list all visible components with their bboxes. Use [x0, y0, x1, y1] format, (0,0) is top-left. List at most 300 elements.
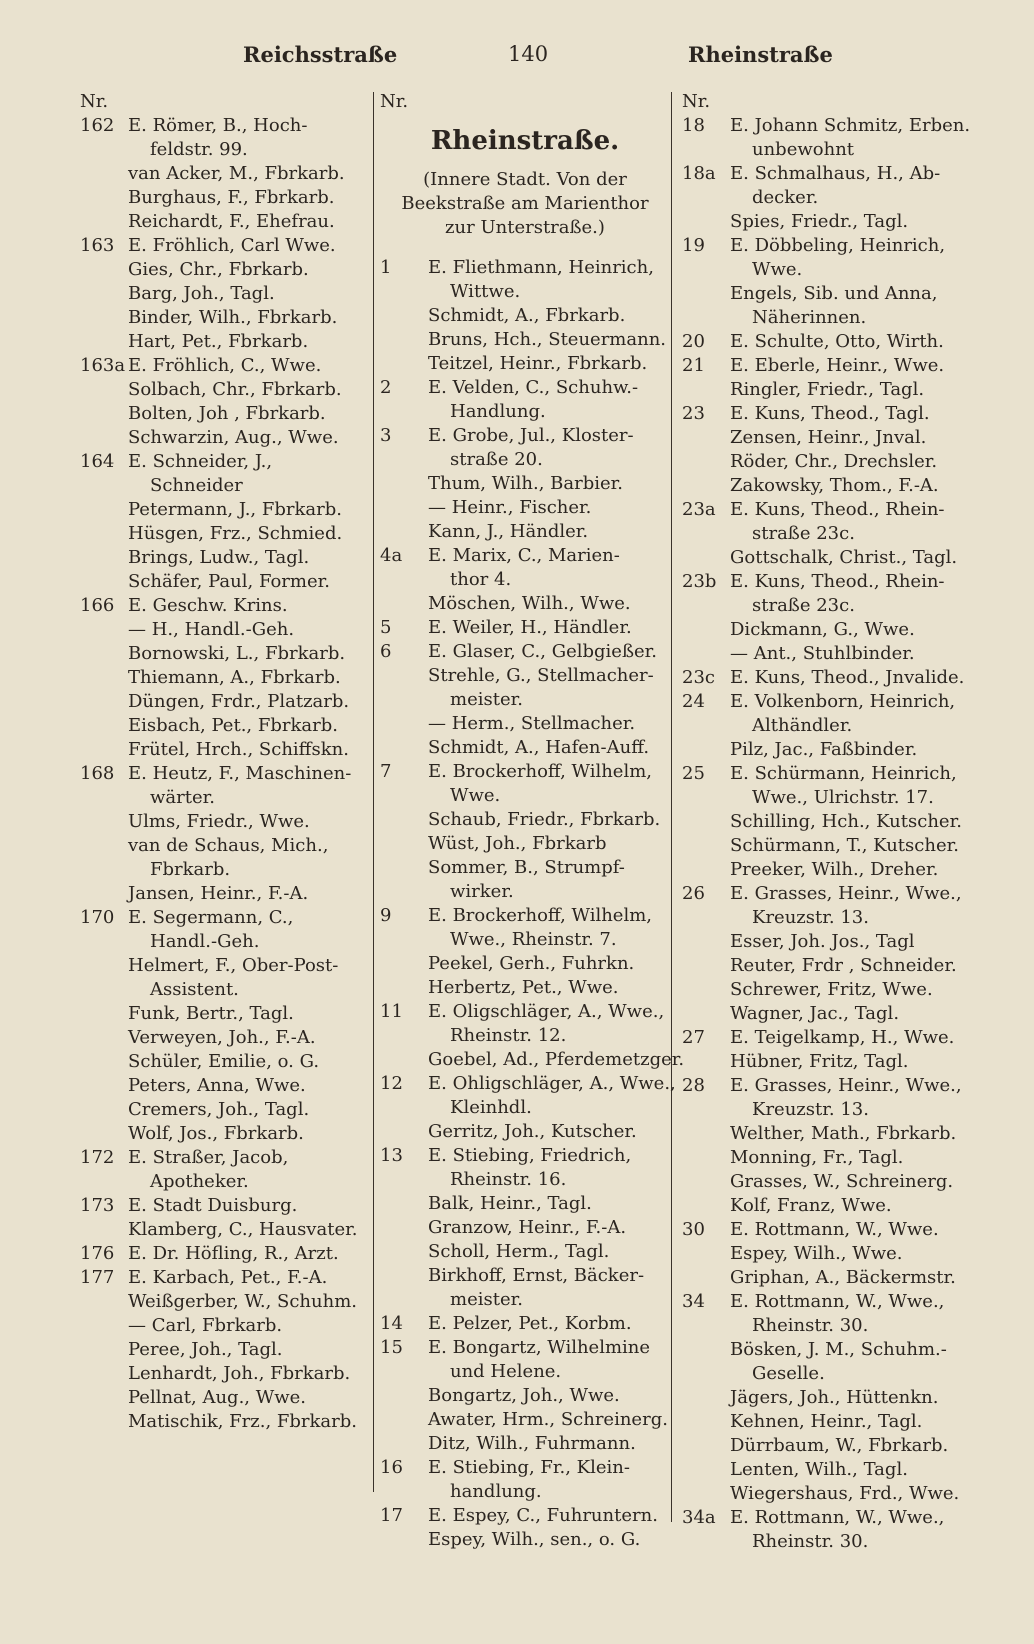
directory-entry-line	[80, 786, 370, 810]
house-number: 164	[80, 451, 115, 472]
resident-entry: Schrewer, Fritz, Wwe.	[730, 979, 933, 1000]
directory-entry-line	[80, 474, 370, 498]
directory-entry-line	[380, 1408, 670, 1432]
resident-entry: Bösken, J. M., Schuhm.-	[730, 1339, 947, 1360]
directory-entry-line	[682, 666, 1012, 690]
resident-entry: Bornowski, L., Fbrkarb.	[128, 643, 346, 664]
directory-entry-line	[682, 1266, 1012, 1290]
street-heading: Rheinstraße.	[430, 126, 620, 156]
directory-entry-line	[682, 1098, 1012, 1122]
resident-entry: E. Grasses, Heinr., Wwe.,	[730, 883, 962, 904]
resident-entry: E. Rottmann, W., Wwe.,	[730, 1507, 945, 1528]
directory-entry-line	[80, 210, 370, 234]
directory-entry-line	[380, 1288, 670, 1312]
directory-entry-line	[682, 594, 1012, 618]
directory-entry-line	[380, 1312, 670, 1336]
resident-entry: Lenten, Wilh., Tagl.	[730, 1459, 908, 1480]
resident-entry: — Ant., Stuhlbinder.	[730, 643, 915, 664]
entry-continuation: wirker.	[450, 881, 514, 902]
running-head-right: Rheinstraße	[688, 42, 833, 67]
resident-entry: Schmidt, A., Hafen-Auff.	[428, 737, 650, 758]
resident-entry: Frütel, Hrch., Schiffskn.	[128, 739, 349, 760]
house-number: 12	[380, 1073, 403, 1094]
directory-entry-line	[682, 546, 1012, 570]
directory-entry-line	[80, 1026, 370, 1050]
directory-entry-line	[80, 570, 370, 594]
entry-continuation: meister.	[450, 1289, 523, 1310]
resident-entry: E. Weiler, H., Händler.	[428, 617, 632, 638]
resident-entry: Bolten, Joh , Fbrkarb.	[128, 403, 326, 424]
resident-entry: Bruns, Hch., Steuermann.	[428, 329, 667, 350]
resident-entry: Jansen, Heinr., F.-A.	[128, 883, 309, 904]
directory-entry-line	[380, 832, 670, 856]
directory-entry-line	[682, 378, 1012, 402]
resident-entry: Ulms, Friedr., Wwe.	[128, 811, 310, 832]
directory-entry-line	[80, 978, 370, 1002]
entry-continuation: unbewohnt	[752, 139, 855, 160]
house-number: 172	[80, 1147, 115, 1168]
directory-entry-line	[80, 1194, 370, 1218]
directory-entry-line	[682, 354, 1012, 378]
resident-entry: E. Johann Schmitz, Erben.	[730, 115, 971, 136]
directory-entry-line	[380, 544, 670, 568]
house-number: 17	[380, 1505, 403, 1526]
resident-entry: Wüst, Joh., Fbrkarb	[428, 833, 607, 854]
directory-entry-line	[80, 498, 370, 522]
directory-entry-line	[682, 930, 1012, 954]
resident-entry: Röder, Chr., Drechsler.	[730, 451, 938, 472]
house-number: 5	[380, 617, 392, 638]
directory-entry-line	[682, 978, 1012, 1002]
directory-entry-line	[380, 280, 670, 304]
resident-entry: E. Fröhlich, Carl Wwe.	[128, 235, 336, 256]
house-number: 11	[380, 1001, 403, 1022]
resident-entry: Teitzel, Heinr., Fbrkarb.	[428, 353, 648, 374]
directory-entry-line	[682, 282, 1012, 306]
directory-entry-line	[682, 1506, 1012, 1530]
column-right	[682, 90, 1012, 1554]
directory-entry-line	[80, 1338, 370, 1362]
resident-entry: E. Segermann, C.,	[128, 907, 294, 928]
house-number: 19	[682, 235, 705, 256]
resident-entry: Gottschalk, Christ., Tagl.	[730, 547, 958, 568]
resident-entry: — Heinr., Fischer.	[428, 497, 592, 518]
directory-entry-line	[80, 1050, 370, 1074]
resident-entry: van Acker, M., Fbrkarb.	[128, 163, 345, 184]
resident-entry: E. Teigelkamp, H., Wwe.	[730, 1027, 955, 1048]
resident-entry: Dickmann, G., Wwe.	[730, 619, 915, 640]
resident-entry: Hübner, Fritz, Tagl.	[730, 1051, 909, 1072]
directory-entry-line	[682, 882, 1012, 906]
directory-entry-line	[682, 1218, 1012, 1242]
entry-continuation: Geselle.	[752, 1363, 825, 1384]
entry-continuation: Näherinnen.	[752, 307, 867, 328]
resident-entry: Möschen, Wilh., Wwe.	[428, 593, 631, 614]
directory-entry-line	[380, 1360, 670, 1384]
directory-entry-line	[380, 1216, 670, 1240]
directory-entry-line	[682, 114, 1012, 138]
house-number: 21	[682, 355, 705, 376]
directory-entry-line	[380, 688, 670, 712]
house-number: 14	[380, 1313, 403, 1334]
directory-entry-line	[682, 1386, 1012, 1410]
directory-entry-line	[682, 786, 1012, 810]
resident-entry: Engels, Sib. und Anna,	[730, 283, 938, 304]
directory-entry-line	[380, 424, 670, 448]
directory-entry-line	[380, 904, 670, 928]
resident-entry: E. Pelzer, Pet., Korbm.	[428, 1313, 632, 1334]
resident-entry: Klamberg, C., Hausvater.	[128, 1219, 358, 1240]
resident-entry: E. Marix, C., Marien-	[428, 545, 620, 566]
resident-entry: E. Oligschläger, A., Wwe.,	[428, 1001, 665, 1022]
directory-entry-line	[80, 522, 370, 546]
directory-entry-line	[682, 810, 1012, 834]
resident-entry: Brings, Ludw., Tagl.	[128, 547, 310, 568]
house-number: 23a	[682, 499, 716, 520]
directory-entry-line	[380, 976, 670, 1000]
directory-entry-line	[682, 762, 1012, 786]
resident-entry: Schaub, Friedr., Fbrkarb.	[428, 809, 661, 830]
directory-entry-line	[80, 162, 370, 186]
entry-continuation: Rheinstr. 16.	[450, 1169, 567, 1190]
resident-entry: Welther, Math., Fbrkarb.	[730, 1123, 957, 1144]
entry-continuation: Wwe., Ulrichstr. 17.	[752, 787, 934, 808]
house-number: 18	[682, 115, 705, 136]
resident-entry: Thiemann, A., Fbrkarb.	[128, 667, 341, 688]
resident-entry: Granzow, Heinr., F.-A.	[428, 1217, 627, 1238]
resident-entry: E. Kuns, Theod., Rhein-	[730, 499, 945, 520]
resident-entry: — Herm., Stellmacher.	[428, 713, 636, 734]
resident-entry: — H., Handl.-Geh.	[128, 619, 295, 640]
house-number: 27	[682, 1027, 705, 1048]
resident-entry: E. Schürmann, Heinrich,	[730, 763, 957, 784]
directory-entry-line	[682, 258, 1012, 282]
house-number: 26	[682, 883, 705, 904]
house-number: 30	[682, 1219, 705, 1240]
directory-entry-line	[80, 930, 370, 954]
resident-entry: Schürmann, T., Kutscher.	[730, 835, 959, 856]
directory-entry-line	[80, 306, 370, 330]
resident-entry: Binder, Wilh., Fbrkarb.	[128, 307, 338, 328]
resident-entry: Gies, Chr., Fbrkarb.	[128, 259, 309, 280]
house-number: 9	[380, 905, 392, 926]
resident-entry: E. Straßer, Jacob,	[128, 1147, 289, 1168]
entry-continuation: Rheinstr. 30.	[752, 1315, 869, 1336]
street-description: (Innere Stadt. Von der Beekstraße am Marienthor zur Unterstraße.)	[401, 169, 649, 238]
resident-entry: E. Volkenborn, Heinrich,	[730, 691, 956, 712]
resident-entry: E. Karbach, Pet., F.-A.	[128, 1267, 328, 1288]
resident-entry: Zakowsky, Thom., F.-A.	[730, 475, 939, 496]
resident-entry: E. Eberle, Heinr., Wwe.	[730, 355, 945, 376]
directory-entry-line	[682, 1410, 1012, 1434]
house-number: 23c	[682, 667, 715, 688]
resident-entry: E. Fröhlich, C., Wwe.	[128, 355, 322, 376]
directory-entry-line	[80, 426, 370, 450]
resident-entry: Schmidt, A., Fbrkarb.	[428, 305, 626, 326]
resident-entry: Schäfer, Paul, Former.	[128, 571, 330, 592]
resident-entry: Petermann, J., Fbrkarb.	[128, 499, 342, 520]
resident-entry: Ditz, Wilh., Fuhrmann.	[428, 1433, 636, 1454]
resident-entry: Schilling, Hch., Kutscher.	[730, 811, 962, 832]
directory-entry-line	[682, 1242, 1012, 1266]
directory-entry-line	[682, 1074, 1012, 1098]
house-number: 2	[380, 377, 392, 398]
entry-continuation: decker.	[752, 187, 819, 208]
entry-continuation: Handlung.	[450, 401, 546, 422]
directory-entry-line	[682, 138, 1012, 162]
directory-entry-line	[80, 138, 370, 162]
entry-continuation: Kleinhdl.	[450, 1097, 532, 1118]
resident-entry: E. Schmalhaus, H., Ab-	[730, 163, 941, 184]
entry-continuation: Kreuzstr. 13.	[752, 907, 869, 928]
resident-entry: E. Kuns, Theod., Tagl.	[730, 403, 930, 424]
directory-entry-line	[380, 808, 670, 832]
directory-entry-line	[380, 736, 670, 760]
entry-continuation: Apotheker.	[150, 1171, 249, 1192]
directory-entry-line	[380, 1072, 676, 1096]
entry-continuation: thor 4.	[450, 569, 512, 590]
resident-entry: E. Heutz, F., Maschinen-	[128, 763, 352, 784]
directory-entry-line	[682, 1290, 1012, 1314]
directory-entry-line	[80, 1122, 370, 1146]
directory-entry-line	[682, 618, 1012, 642]
resident-entry: Weißgerber, W., Schuhm.	[128, 1291, 357, 1312]
directory-entry-line	[80, 234, 370, 258]
resident-entry: E. Grasses, Heinr., Wwe.,	[730, 1075, 962, 1096]
directory-entry-line	[682, 858, 1012, 882]
entry-continuation: straße 23c.	[752, 595, 855, 616]
directory-entry-line	[80, 354, 370, 378]
house-number: 24	[682, 691, 705, 712]
resident-entry: E. Dr. Höfling, R., Arzt.	[128, 1243, 339, 1264]
directory-entry-line	[380, 472, 670, 496]
directory-entry-line	[80, 690, 370, 714]
resident-entry: Balk, Heinr., Tagl.	[428, 1193, 592, 1214]
house-number: 163a	[80, 355, 126, 376]
entry-continuation: feldstr. 99.	[150, 139, 248, 160]
directory-entry-line	[80, 834, 370, 858]
directory-entry-line	[682, 1050, 1012, 1074]
entry-continuation: Rheinstr. 12.	[450, 1025, 567, 1046]
resident-entry: Pellnat, Aug., Wwe.	[128, 1387, 307, 1408]
resident-entry: Helmert, F., Ober-Post-	[128, 955, 339, 976]
directory-entry-line	[380, 1432, 670, 1456]
resident-entry: E. Stiebing, Fr., Klein-	[428, 1457, 630, 1478]
resident-entry: E. Grobe, Jul., Kloster-	[428, 425, 634, 446]
column-divider	[671, 92, 672, 1522]
resident-entry: E. Stiebing, Friedrich,	[428, 1145, 632, 1166]
resident-entry: E. Glaser, C., Gelbgießer.	[428, 641, 657, 662]
entry-continuation: Schneider	[150, 475, 243, 496]
directory-entry-line	[80, 1170, 370, 1194]
resident-entry: Herbertz, Pet., Wwe.	[428, 977, 619, 998]
directory-entry-line	[380, 448, 670, 472]
directory-entry-line	[80, 1386, 370, 1410]
directory-entry-line	[380, 592, 670, 616]
directory-entry-line	[380, 640, 670, 664]
directory-entry-line	[380, 1000, 670, 1024]
entry-continuation: Wittwe.	[450, 281, 521, 302]
resident-entry: Pilz, Jac., Faßbinder.	[730, 739, 918, 760]
directory-entry-line	[682, 162, 1012, 186]
resident-entry: van de Schaus, Mich.,	[128, 835, 329, 856]
directory-entry-line	[682, 1458, 1012, 1482]
house-number: 15	[380, 1337, 403, 1358]
resident-entry: Grasses, W., Schreinerg.	[730, 1171, 954, 1192]
directory-entry-line	[682, 570, 1012, 594]
entry-continuation: Fbrkarb.	[150, 859, 231, 880]
column-left	[80, 90, 370, 1434]
house-number: 1	[380, 257, 392, 278]
house-number: 170	[80, 907, 115, 928]
resident-entry: Thum, Wilh., Barbier.	[428, 473, 624, 494]
resident-entry: Kehnen, Heinr., Tagl.	[730, 1411, 923, 1432]
directory-entry-line	[380, 1504, 670, 1528]
house-number: 6	[380, 641, 392, 662]
directory-entry-line	[682, 330, 1012, 354]
directory-entry-line	[80, 642, 370, 666]
directory-entry-line	[682, 450, 1012, 474]
directory-entry-line	[80, 858, 370, 882]
house-number: 13	[380, 1145, 403, 1166]
entry-continuation: Wwe.	[752, 259, 803, 280]
directory-entry-line	[682, 498, 1012, 522]
nr-label: Nr.	[80, 91, 109, 112]
resident-entry: E. Espey, C., Fuhruntern.	[428, 1505, 658, 1526]
directory-entry-line	[682, 1530, 1012, 1554]
directory-entry-line	[80, 402, 370, 426]
directory-entry-line	[682, 906, 1012, 930]
directory-entry-line	[80, 258, 370, 282]
directory-entry-line	[380, 880, 670, 904]
directory-entry-line	[682, 690, 1012, 714]
directory-entry-line	[682, 402, 1012, 426]
directory-entry-line	[80, 810, 370, 834]
directory-entry-line	[682, 1122, 1012, 1146]
directory-entry-line	[80, 738, 370, 762]
resident-entry: E. Bongartz, Wilhelmine	[428, 1337, 651, 1358]
directory-entry-line	[80, 114, 370, 138]
directory-entry-line	[682, 834, 1012, 858]
directory-entry-line	[80, 1146, 370, 1170]
column-divider	[373, 92, 374, 1492]
resident-entry: Verweyen, Joh., F.-A.	[128, 1027, 316, 1048]
entry-continuation: straße 20.	[450, 449, 543, 470]
directory-entry-line	[682, 186, 1012, 210]
resident-entry: Sommer, B., Strumpf-	[428, 857, 625, 878]
directory-entry-line	[380, 568, 670, 592]
resident-entry: E. Ohligschläger, A., Wwe.,	[428, 1073, 676, 1094]
resident-entry: Kolf, Franz, Wwe.	[730, 1195, 892, 1216]
resident-entry: Burghaus, F., Fbrkarb.	[128, 187, 335, 208]
entry-continuation: straße 23c.	[752, 523, 855, 544]
directory-entry-line	[682, 1002, 1012, 1026]
directory-entry-line	[380, 1528, 670, 1552]
directory-entry-line	[380, 616, 670, 640]
directory-entry-line	[682, 714, 1012, 738]
resident-entry: Hart, Pet., Fbrkarb.	[128, 331, 309, 352]
resident-entry: Gerritz, Joh., Kutscher.	[428, 1121, 637, 1142]
directory-entry-line	[380, 1336, 670, 1360]
directory-entry-line	[80, 954, 370, 978]
resident-entry: Eisbach, Pet., Fbrkarb.	[128, 715, 338, 736]
resident-entry: Spies, Friedr., Tagl.	[730, 211, 909, 232]
resident-entry: Schwarzin, Aug., Wwe.	[128, 427, 339, 448]
resident-entry: E. Schulte, Otto, Wirth.	[730, 331, 944, 352]
house-number: 20	[682, 331, 705, 352]
resident-entry: Kann, J., Händler.	[428, 521, 589, 542]
directory-entry-line	[380, 256, 670, 280]
resident-entry: Düngen, Frdr., Platzarb.	[128, 691, 350, 712]
directory-entry-line	[682, 1026, 1012, 1050]
directory-entry-line	[80, 450, 370, 474]
entry-continuation: Kreuzstr. 13.	[752, 1099, 869, 1120]
entry-continuation: Wwe., Rheinstr. 7.	[450, 929, 617, 950]
directory-entry-line	[682, 1482, 1012, 1506]
directory-entry-line	[682, 1194, 1012, 1218]
resident-entry: E. Brockerhoff, Wilhelm,	[428, 905, 653, 926]
directory-entry-line	[80, 1362, 370, 1386]
resident-entry: Hüsgen, Frz., Schmied.	[128, 523, 343, 544]
directory-entry-line	[682, 1434, 1012, 1458]
resident-entry: Reichardt, F., Ehefrau.	[128, 211, 335, 232]
directory-entry-line	[682, 1170, 1012, 1194]
resident-entry: Espey, Wilh., sen., o. G.	[428, 1529, 641, 1550]
resident-entry: Monning, Fr., Tagl.	[730, 1147, 904, 1168]
directory-entry-line	[380, 1168, 670, 1192]
nr-label: Nr.	[682, 91, 711, 112]
directory-entry-line	[80, 546, 370, 570]
directory-entry-line	[682, 522, 1012, 546]
house-number: 173	[80, 1195, 115, 1216]
resident-entry: Peters, Anna, Wwe.	[128, 1075, 306, 1096]
directory-entry-line	[380, 760, 670, 784]
directory-entry-line	[682, 426, 1012, 450]
nr-label: Nr.	[380, 91, 409, 112]
directory-entry-line	[380, 1456, 670, 1480]
directory-entry-line	[80, 186, 370, 210]
resident-entry: Awater, Hrm., Schreinerg.	[428, 1409, 668, 1430]
directory-entry-line	[380, 928, 670, 952]
resident-entry: Goebel, Ad., Pferdemetzger.	[428, 1049, 685, 1070]
resident-entry: E. Velden, C., Schuhw.-	[428, 377, 639, 398]
directory-entry-line	[380, 1120, 670, 1144]
column-middle	[380, 90, 685, 1552]
house-number: 34a	[682, 1507, 716, 1528]
house-number: 3	[380, 425, 392, 446]
directory-entry-line	[380, 352, 670, 376]
directory-entry-line	[682, 1362, 1012, 1386]
resident-entry: Strehle, G., Stellmacher-	[428, 665, 654, 686]
directory-entry-line	[682, 234, 1012, 258]
resident-entry: Matischik, Frz., Fbrkarb.	[128, 1411, 358, 1432]
directory-entry-line	[380, 1096, 670, 1120]
directory-entry-line	[80, 330, 370, 354]
directory-entry-line	[682, 210, 1012, 234]
house-number: 25	[682, 763, 705, 784]
resident-entry: Schüler, Emilie, o. G.	[128, 1051, 320, 1072]
directory-entry-line	[682, 642, 1012, 666]
resident-entry: Barg, Joh., Tagl.	[128, 283, 275, 304]
resident-entry: Wolf, Jos., Fbrkarb.	[128, 1123, 304, 1144]
resident-entry: Dürrbaum, W., Fbrkarb.	[730, 1435, 949, 1456]
resident-entry: Zensen, Heinr., Jnval.	[730, 427, 927, 448]
resident-entry: Solbach, Chr., Fbrkarb.	[128, 379, 342, 400]
entry-continuation: Rheinstr. 30.	[752, 1531, 869, 1552]
resident-entry: Cremers, Joh., Tagl.	[128, 1099, 310, 1120]
directory-entry-line	[80, 666, 370, 690]
resident-entry: E. Schneider, J.,	[128, 451, 273, 472]
